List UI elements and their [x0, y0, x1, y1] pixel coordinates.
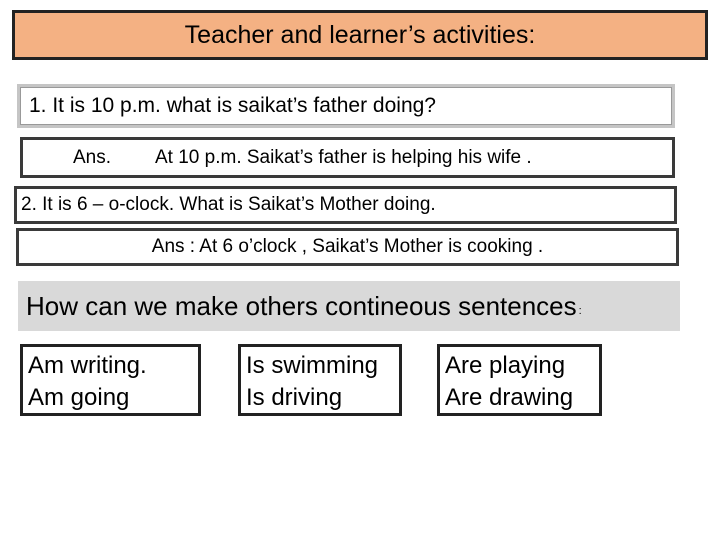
verb-box-is: [238, 344, 402, 416]
verb-line: Am going: [28, 384, 130, 411]
question-1-box: [17, 84, 675, 128]
answer-1-box: [20, 137, 675, 178]
section-heading-colon: :: [578, 305, 582, 317]
answer-1-text: At 10 p.m. Saikat’s father is helping his wife .: [155, 146, 532, 168]
slide-title: [12, 10, 708, 60]
verb-line: Is driving: [246, 384, 343, 411]
section-heading-text: How can we make others contineous sentences: [26, 290, 577, 321]
verb-line: Am writing.: [28, 352, 147, 379]
question-2-box: [14, 186, 677, 224]
verb-line: Is swimming: [246, 352, 379, 379]
verb-box-am: [20, 344, 201, 416]
question-1-text: 1. It is 10 p.m. what is saikat’s father doing?: [29, 94, 436, 117]
answer-1-label: Ans.: [73, 146, 112, 168]
question-2-text: 2. It is 6 – o-clock. What is Saikat’s Mother doing.: [21, 194, 436, 215]
answer-2-text: Ans : At 6 o’clock , Saikat’s Mother is cooking .: [151, 236, 544, 257]
answer-2-box: [16, 228, 679, 266]
section-heading: [18, 281, 680, 331]
verb-box-are: [437, 344, 602, 416]
slide-title-text: Teacher and learner’s activities:: [184, 20, 536, 49]
verb-line: Are playing: [445, 352, 566, 379]
verb-line: Are drawing: [445, 384, 574, 411]
